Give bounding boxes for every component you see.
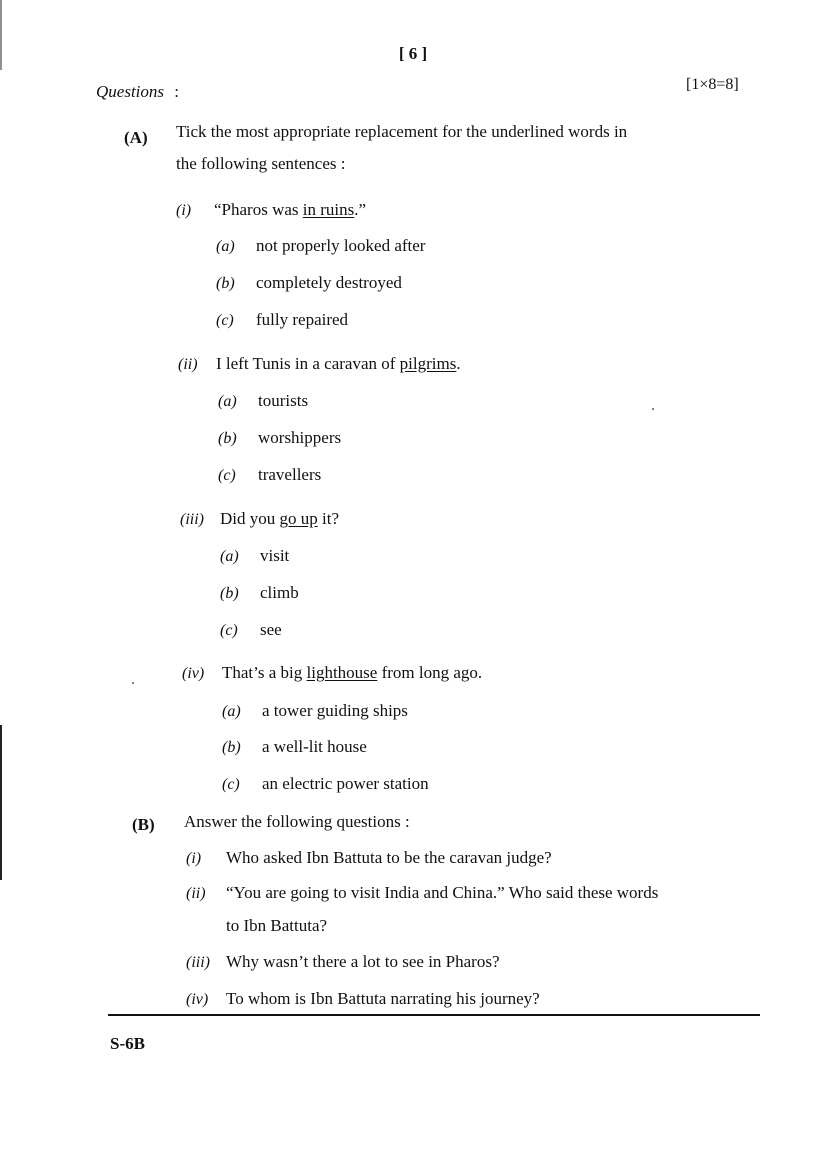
section-a-instruction-line1: Tick the most appropriate replacement for the underlined words in bbox=[176, 122, 628, 141]
question-a-ii bbox=[178, 354, 461, 374]
option-text: see bbox=[260, 620, 282, 639]
option-text: a well-lit house bbox=[262, 737, 367, 756]
option-text: climb bbox=[260, 583, 299, 602]
option-letter: (a) bbox=[220, 548, 239, 565]
option-text: fully repaired bbox=[256, 310, 349, 329]
underlined-word: go up bbox=[279, 509, 318, 528]
option-a-ii-a[interactable] bbox=[218, 391, 308, 411]
question-number: (ii) bbox=[178, 356, 198, 373]
option-letter: (a) bbox=[222, 703, 241, 720]
option-letter: (c) bbox=[216, 312, 234, 329]
option-letter: (b) bbox=[220, 585, 239, 602]
question-text-after: .” bbox=[354, 200, 367, 219]
option-text: a tower guiding ships bbox=[262, 701, 408, 720]
question-b-iii bbox=[186, 952, 500, 972]
option-a-i-b[interactable] bbox=[216, 273, 402, 293]
option-a-ii-b[interactable] bbox=[218, 428, 341, 448]
question-number: (iv) bbox=[186, 991, 209, 1008]
option-a-ii-c[interactable] bbox=[218, 465, 321, 485]
option-letter: (b) bbox=[222, 739, 241, 756]
question-number: (iii) bbox=[186, 954, 210, 971]
option-text: completely destroyed bbox=[256, 273, 402, 292]
option-text: an electric power station bbox=[262, 774, 429, 793]
footer-divider bbox=[108, 1014, 760, 1016]
option-a-iv-c[interactable] bbox=[222, 774, 429, 794]
option-a-iii-a[interactable] bbox=[220, 546, 289, 566]
question-text-after: . bbox=[456, 354, 461, 373]
marks-allocation: [1×8=8] bbox=[686, 76, 739, 93]
option-a-iv-a[interactable] bbox=[222, 701, 408, 721]
question-a-iii bbox=[180, 509, 339, 529]
question-text: To whom is Ibn Battuta narrating his journey? bbox=[226, 989, 540, 1008]
question-number: (ii) bbox=[186, 885, 206, 902]
option-a-i-c[interactable] bbox=[216, 310, 348, 330]
option-a-i-a[interactable] bbox=[216, 236, 425, 256]
question-text-before: Did you bbox=[220, 509, 280, 528]
underlined-word: in ruins bbox=[302, 200, 355, 219]
question-number: (i) bbox=[176, 202, 192, 219]
question-text-after: from long ago. bbox=[377, 663, 483, 682]
scan-edge-mark bbox=[0, 725, 2, 880]
page-number: [ 6 ] bbox=[398, 44, 428, 63]
option-a-iii-b[interactable] bbox=[220, 583, 299, 603]
footer-paper-code: S-6B bbox=[110, 1034, 145, 1053]
option-text: not properly looked after bbox=[256, 236, 426, 255]
option-letter: (c) bbox=[218, 467, 236, 484]
question-text-after: it? bbox=[317, 509, 339, 528]
scan-speck bbox=[132, 682, 134, 684]
section-b-instruction: Answer the following questions : bbox=[184, 812, 410, 831]
section-a-instruction-line2: the following sentences : bbox=[176, 154, 346, 173]
question-text: “You are going to visit India and China.” Who said these words bbox=[226, 883, 659, 902]
scan-speck bbox=[652, 408, 654, 410]
question-b-ii bbox=[186, 883, 658, 903]
question-number: (i) bbox=[186, 850, 202, 867]
option-text: visit bbox=[260, 546, 290, 565]
option-letter: (a) bbox=[218, 393, 237, 410]
question-b-i bbox=[186, 848, 552, 868]
question-b-iv bbox=[186, 989, 540, 1009]
option-letter: (b) bbox=[216, 275, 235, 292]
questions-label: Questions bbox=[96, 82, 164, 101]
question-text: Who asked Ibn Battuta to be the caravan judge? bbox=[226, 848, 552, 867]
section-a-label: (A) bbox=[124, 128, 148, 147]
question-number: (iii) bbox=[180, 511, 204, 528]
option-a-iii-c[interactable] bbox=[220, 620, 282, 640]
option-letter: (a) bbox=[216, 238, 235, 255]
question-b-ii-continued: to Ibn Battuta? bbox=[226, 916, 328, 935]
question-a-i bbox=[176, 200, 366, 220]
question-a-iv bbox=[182, 663, 482, 683]
question-text-before: I left Tunis in a caravan of bbox=[216, 354, 400, 373]
question-text: Why wasn’t there a lot to see in Pharos? bbox=[226, 952, 500, 971]
questions-colon: : bbox=[174, 82, 179, 101]
underlined-word: pilgrims bbox=[399, 354, 457, 373]
option-letter: (b) bbox=[218, 430, 237, 447]
option-text: worshippers bbox=[258, 428, 342, 447]
question-text-before: That’s a big bbox=[222, 663, 307, 682]
option-a-iv-b[interactable] bbox=[222, 737, 367, 757]
section-b-label: (B) bbox=[132, 815, 155, 834]
option-letter: (c) bbox=[220, 622, 238, 639]
questions-heading bbox=[96, 82, 179, 102]
underlined-word: lighthouse bbox=[306, 663, 378, 682]
question-text-before: “Pharos was bbox=[214, 200, 303, 219]
option-letter: (c) bbox=[222, 776, 240, 793]
option-text: tourists bbox=[258, 391, 309, 410]
option-text: travellers bbox=[258, 465, 322, 484]
question-number: (iv) bbox=[182, 665, 205, 682]
